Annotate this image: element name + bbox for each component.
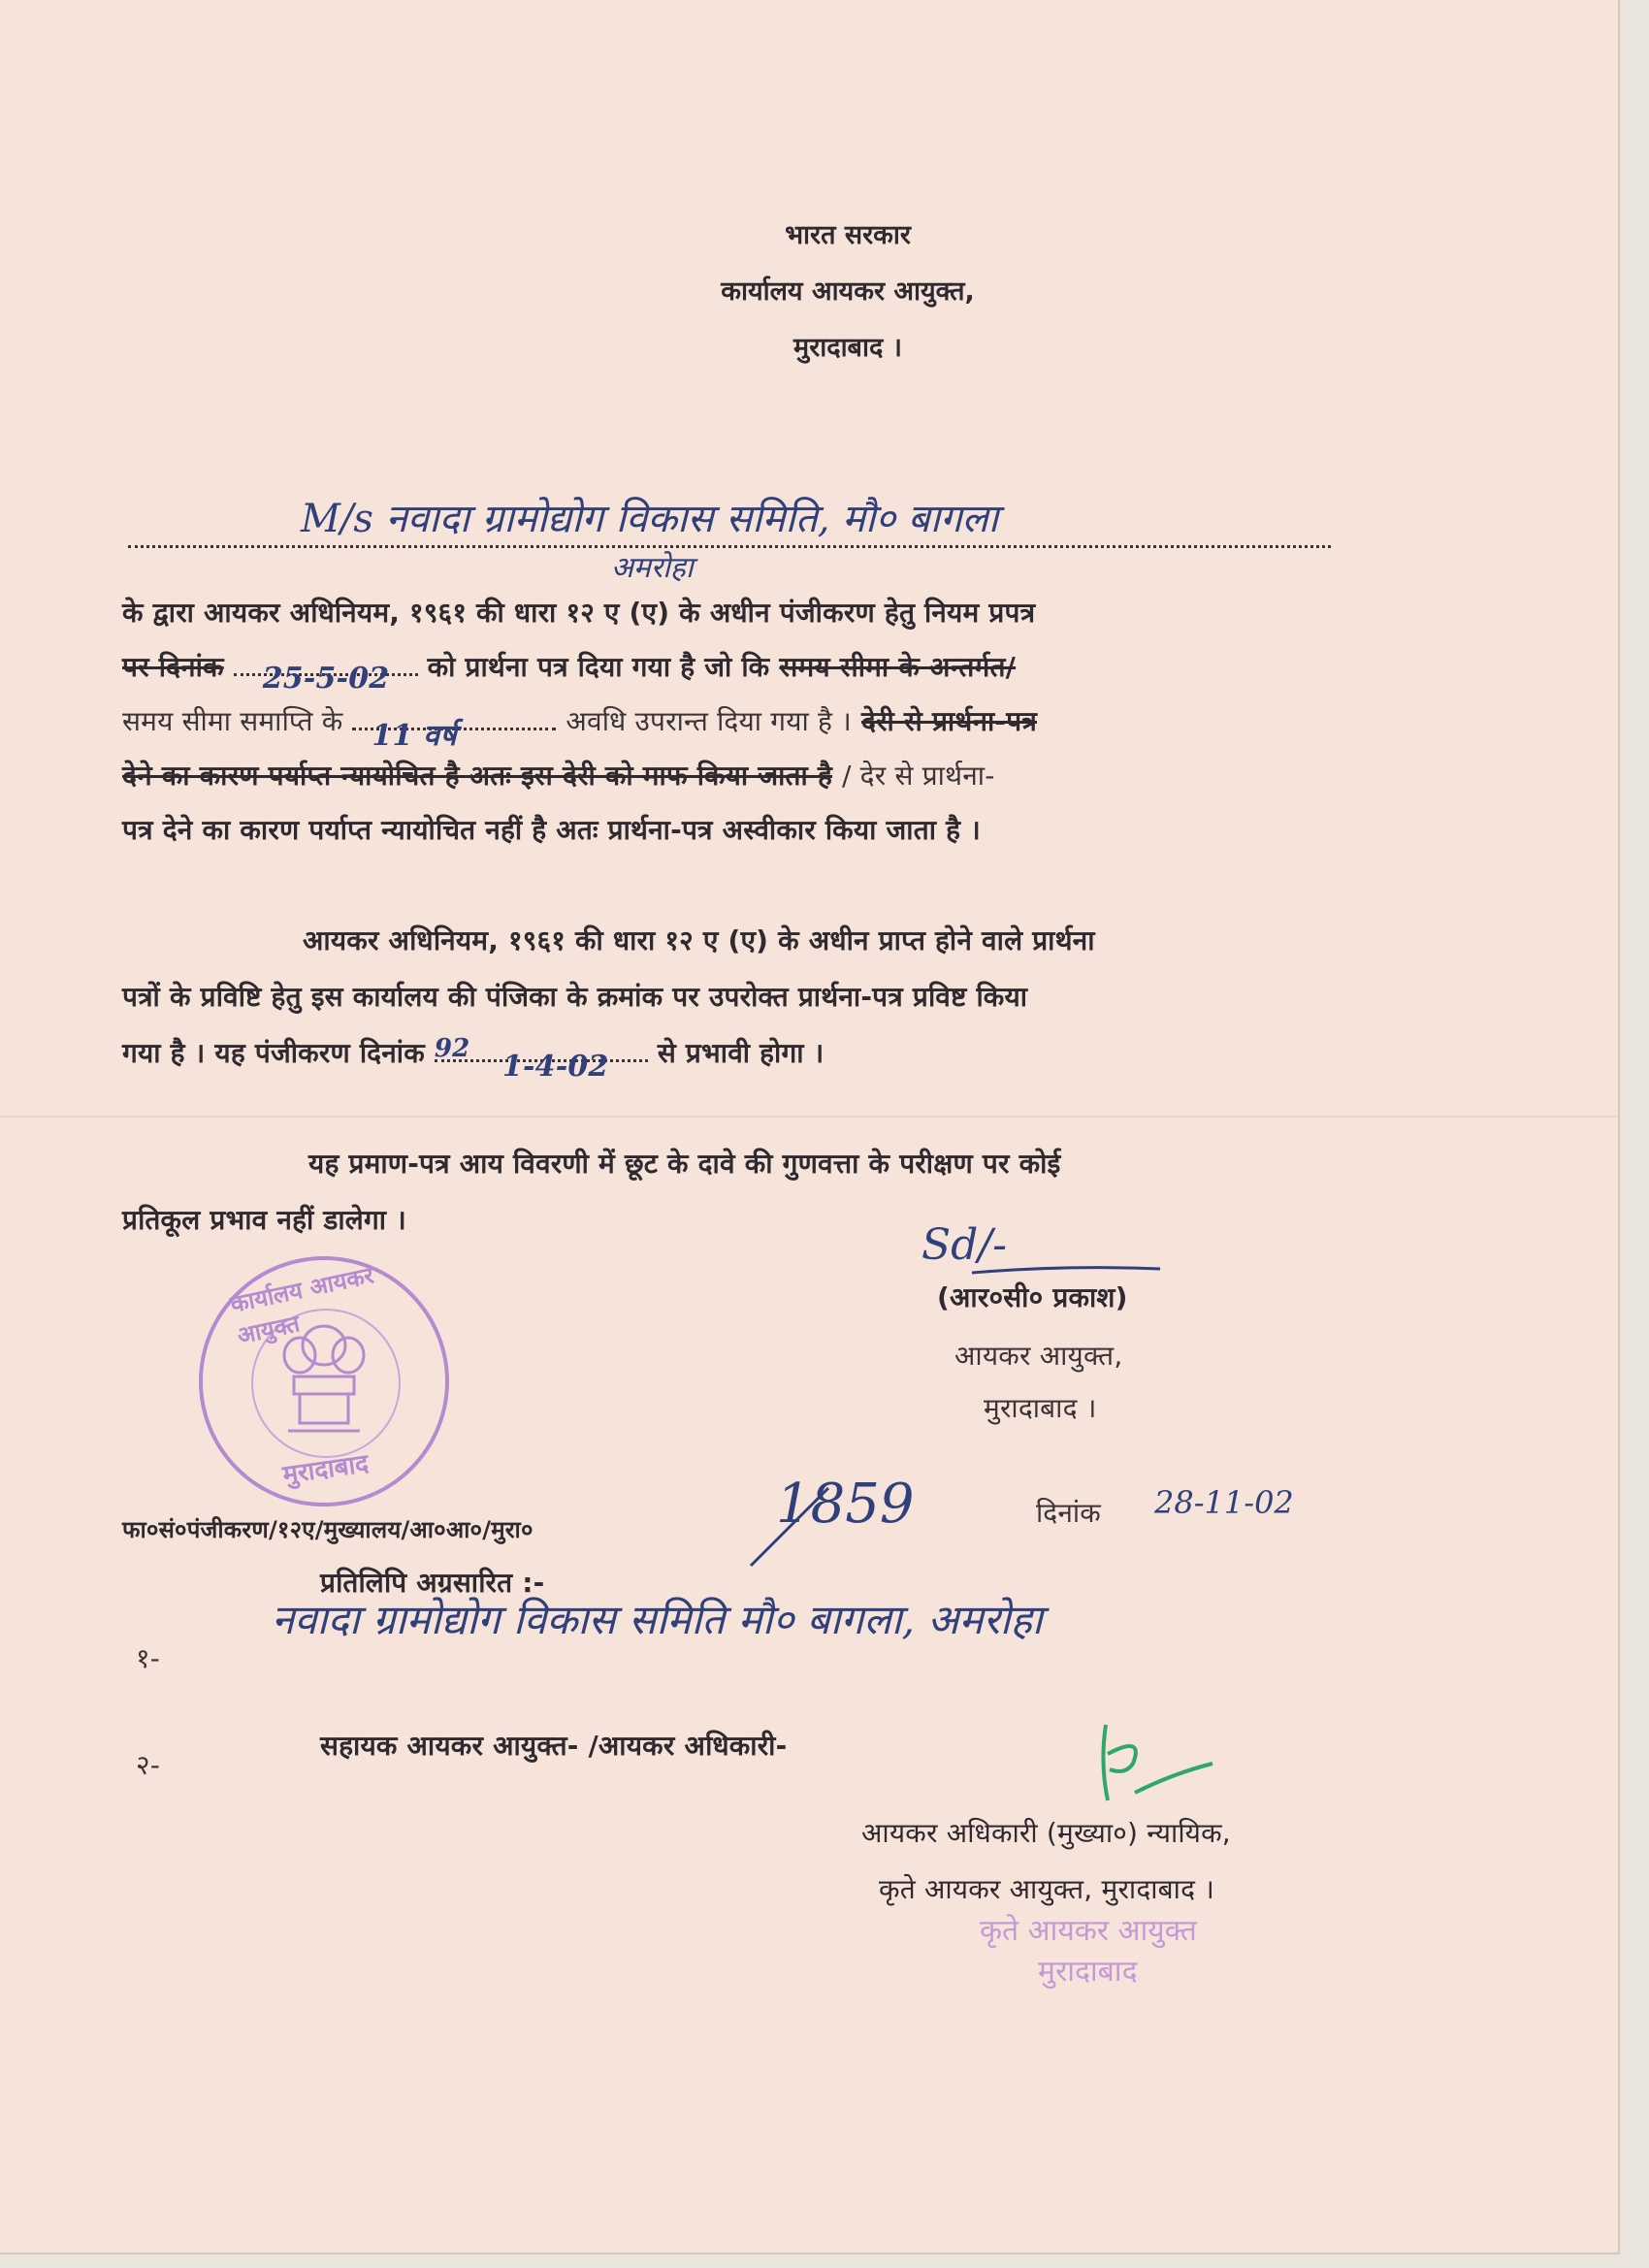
signature-underline: [970, 1261, 1164, 1280]
effective-date-handwritten: 1-4-02: [501, 1050, 609, 1084]
officer-line1: आयकर अधिकारी (मुख्या०) न्यायिक,: [861, 1817, 1231, 1849]
para1-line4: देने का कारण पर्याप्त न्यायोचित है अतः इस देरी को माफ किया जाता है / देर से प्रार्थना-: [122, 760, 995, 792]
para3-line1: यह प्रमाण-पत्र आय विवरणी में छूट के दावे की गुणवत्ता के परीक्षण पर कोई: [308, 1148, 1061, 1180]
signatory-place: मुरादाबाद ।: [984, 1392, 1097, 1424]
copy-item2-text: सहायक आयकर आयुक्त- /आयकर अधिकारी-: [320, 1730, 788, 1762]
officer-initials-signature: [1086, 1715, 1222, 1812]
officer-stamp-line1: कृते आयकर आयुक्त: [980, 1914, 1197, 1948]
para2-line2: पत्रों के प्रविष्टि हेतु इस कार्यालय की पंजिका के क्रमांक पर उपरोक्त प्रार्थना-पत्र प्रविष्ट किया: [122, 981, 1028, 1013]
para2-line1: आयकर अधिनियम, १९६१ की धारा १२ ए (ए) के अधीन प्राप्त होने वाले प्रार्थना: [303, 924, 1095, 956]
issue-date-handwritten: 28-11-02: [1154, 1484, 1294, 1521]
delay-years-handwritten: 11 वर्ष: [372, 719, 457, 753]
para1-line3: समय सीमा समाप्ति के 11 वर्ष अवधि उपरान्त दिया गया है । देरी से प्रार्थना-पत्र: [122, 705, 1037, 753]
copy-item1-recipient-handwritten: नवादा ग्रामोद्योग विकास समिति मौ० बागला, अमरोहा: [272, 1596, 1043, 1643]
copy-heading: प्रतिलिपि अग्रसारित :-: [320, 1567, 545, 1599]
para1-line1: के द्वारा आयकर अधिनियम, १९६१ की धारा १२ ए (ए) के अधीन पंजीकरण हेतु नियम प्रपत्र: [122, 597, 1036, 629]
applicant-dotted-line: [128, 545, 1331, 548]
copy-item2-number: २-: [136, 1749, 161, 1781]
copy-item1-number: १-: [136, 1642, 161, 1674]
header-line-office: कार्यालय आयकर आयुक्त,: [721, 276, 975, 307]
para2-line3: गया है । यह पंजीकरण दिनांक 92 1-4-02 से प्रभावी होगा ।: [122, 1034, 824, 1084]
applicant-name-handwritten: M/s नवादा ग्रामोद्योग विकास समिति, मौ० बागला: [301, 497, 999, 541]
para3-line2: प्रतिकूल प्रभाव नहीं डालेगा ।: [122, 1204, 406, 1236]
file-number-handwritten: 1859: [776, 1473, 915, 1536]
commissioner-signature-mark: Sd/-: [922, 1220, 1007, 1270]
officer-stamp-line2: मुरादाबाद: [1038, 1955, 1138, 1989]
header-line-govt: भारत सरकार: [785, 220, 911, 250]
seal-bottom-text: मुरादाबाद: [280, 1448, 371, 1491]
page-fold: [0, 1116, 1618, 1118]
para1-line5: पत्र देने का कारण पर्याप्त न्यायोचित नहीं है अतः प्रार्थना-पत्र अस्वीकार किया जाता है ।: [122, 814, 981, 846]
header-line-city: मुरादाबाद ।: [793, 333, 902, 363]
date-label: दिनांक: [1036, 1497, 1102, 1529]
seal-top-text: कार्यालय आयकर आयुक्त: [228, 1261, 376, 1350]
application-date-handwritten: 25-5-02: [262, 662, 390, 696]
official-seal: [199, 1256, 449, 1507]
signatory-designation: आयकर आयुक्त,: [954, 1340, 1123, 1372]
officer-line2: कृते आयकर आयुक्त, मुरादाबाद ।: [879, 1873, 1215, 1905]
file-reference: फा०सं०पंजीकरण/१२ए/मुख्यालय/आ०आ०/मुरा०: [122, 1516, 534, 1543]
register-serial-handwritten: 92: [434, 1034, 470, 1063]
para1-line2: पर दिनांक 25-5-02 को प्रार्थना पत्र दिया गया है जो कि समय सीमा के अन्तर्गत/: [122, 651, 1017, 696]
signatory-name: (आर०सी० प्रकाश): [937, 1281, 1128, 1313]
file-number-slash: [745, 1484, 832, 1571]
applicant-place-handwritten: अमरोहा: [611, 551, 694, 585]
